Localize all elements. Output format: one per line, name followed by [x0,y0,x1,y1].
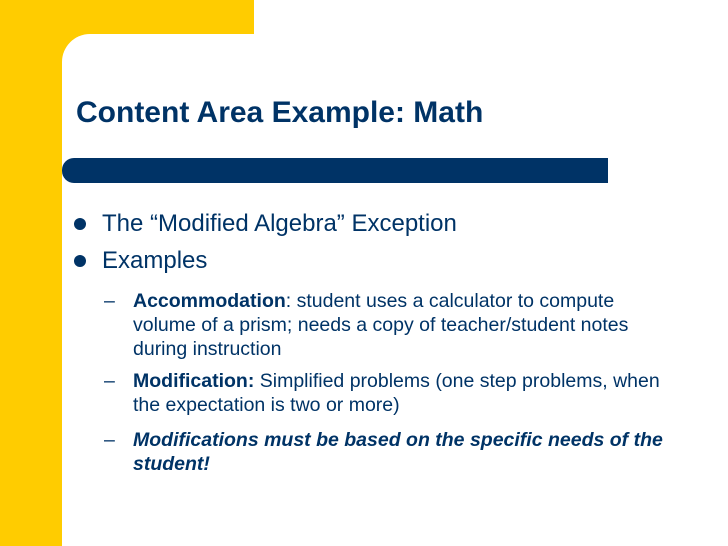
slide-title: Content Area Example: Math [76,96,484,129]
bullet-item-examples [74,247,207,275]
subitem-label: Accommodation [133,290,286,312]
dash-marker: – [104,290,115,312]
subitem-text [133,428,664,476]
subitem-body: Simplified problems (one step problems, when the expectation is two or more) [133,370,660,416]
bullet-dot-icon [74,218,86,230]
title-underline-bar [62,158,608,183]
subitem-body: : student uses a calculator to compute volume of a prism; needs a copy of teacher/student notes during instruction [133,290,629,360]
bullet-dot-icon [74,255,86,267]
bullet-text: Examples [102,247,208,274]
dash-marker: – [104,429,115,451]
subitem-text [133,289,664,361]
subitem-emphasis [104,428,664,476]
dash-marker: – [104,370,115,392]
bullet-text: The “Modified Algebra” Exception [102,210,457,237]
subitem-text [133,369,664,417]
subitem-accommodation [104,289,664,361]
subitem-label: Modification: [133,370,255,392]
bullet-item-exception [74,210,457,238]
subitem-modification [104,369,664,417]
subitem-emphasis-text: Modifications must be based on the specific needs of the student! [133,429,663,475]
